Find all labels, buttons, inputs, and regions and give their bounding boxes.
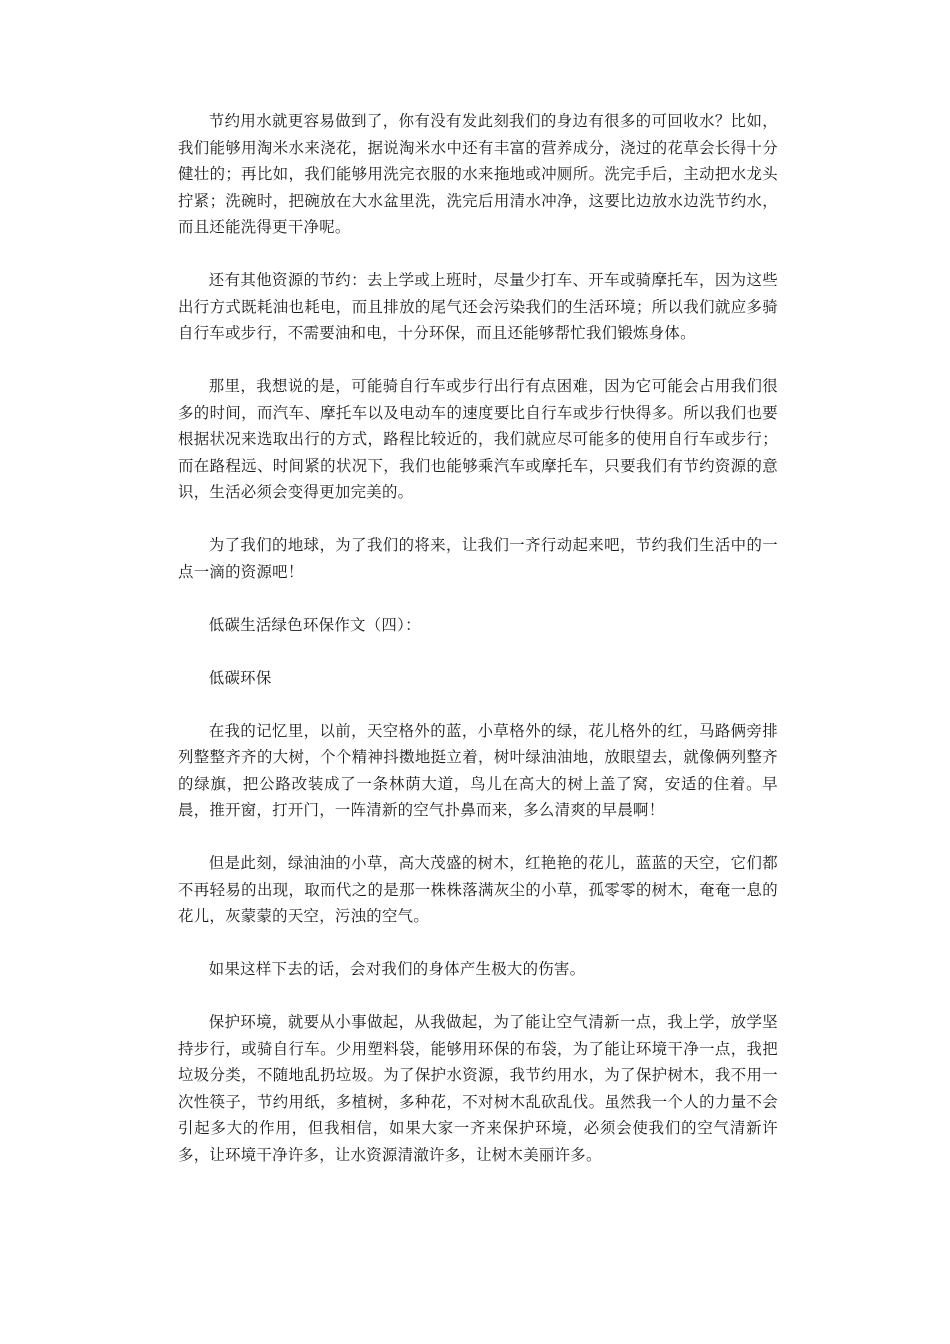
paragraph-travel-choice: 那里，我想说的是，可能骑自行车或步行出行有点困难，因为它可能会占用我们很多的时间，而汽车、摩托车以及电动车的速度要比自行车或步行快得多。所以我们也要根据状况来选取出行的方式，路程比较近的，我们就应尽可能多的使用自行车或步行；而在路程远、时间紧的状况下，我们也能够乘汽车或摩托车，只要我们有节约资源的意识，生活必须会变得更加完美的。 <box>178 377 778 501</box>
article-body <box>178 108 778 1195</box>
essay-heading: 低碳生活绿色环保作文（四）： <box>208 615 421 634</box>
paragraph-warning: 如果这样下去的话，会对我们的身体产生极大的伤害。 <box>208 960 586 978</box>
paragraph-call-to-action: 为了我们的地球，为了我们的将来，让我们一齐行动起来吧，节约我们生活中的一点一滴的资源吧！ <box>178 536 778 581</box>
paragraph-memory: 在我的记忆里，以前，天空格外的蓝，小草格外的绿，花儿格外的红，马路俩旁排列整整齐齐的大树，个个精神抖擞地挺立着，树叶绿油油地，放眼望去，就像俩列整齐的绿旗，把公路改装成了一条林荫大道，鸟儿在高大的树上盖了窝，安适的住着。早晨，推开窗，打开门，一阵清新的空气扑鼻而来，多么清爽的早晨啊！ <box>178 721 778 819</box>
paragraph-present: 但是此刻，绿油油的小草，高大茂盛的树木，红艳艳的花儿，蓝蓝的天空，它们都不再轻易的出现，取而代之的是那一株株落满灰尘的小草，孤零零的树木，奄奄一息的花儿，灰蒙蒙的天空，污浊的空气。 <box>178 854 778 925</box>
essay-title: 低碳环保 <box>208 668 272 687</box>
paragraph-other-resources: 还有其他资源的节约：去上学或上班时，尽量少打车、开车或骑摩托车，因为这些出行方式既耗油也耗电，而且排放的尾气还会污染我们的生活环境；所以我们就应多骑自行车或步行，不需要油和电，十分环保，而且还能够帮忙我们锻炼身体。 <box>178 271 778 342</box>
paragraph-water-saving: 节约用水就更容易做到了，你有没有发此刻我们的身边有很多的可回收水？比如，我们能够用淘米水来浇花，据说淘米水中还有丰富的营养成分，浇过的花草会长得十分健壮的；再比如，我们能够用洗完衣服的水来拖地或冲厕所。洗完手后，主动把水龙头拧紧；洗碗时，把碗放在大水盆里洗，洗完后用清水冲净，这要比边放水边洗节约水，而且还能洗得更干净呢。 <box>178 112 778 236</box>
paragraph-protect-environment: 保护环境，就要从小事做起，从我做起，为了能让空气清新一点，我上学，放学坚持步行，或骑自行车。少用塑料袋，能够用环保的布袋，为了能让环境干净一点，我把垃圾分类，不随地乱扔垃圾。为了保护水资源，我节约用水，为了保护树木，我不用一次性筷子，节约用纸，多植树，多种花，不对树木乱砍乱伐。虽然我一个人的力量不会引起多大的作用，但我相信，如果大家一齐来保护环境，必须会使我们的空气清新许多，让环境干净许多，让水资源清澈许多，让树木美丽许多。 <box>178 1013 778 1164</box>
